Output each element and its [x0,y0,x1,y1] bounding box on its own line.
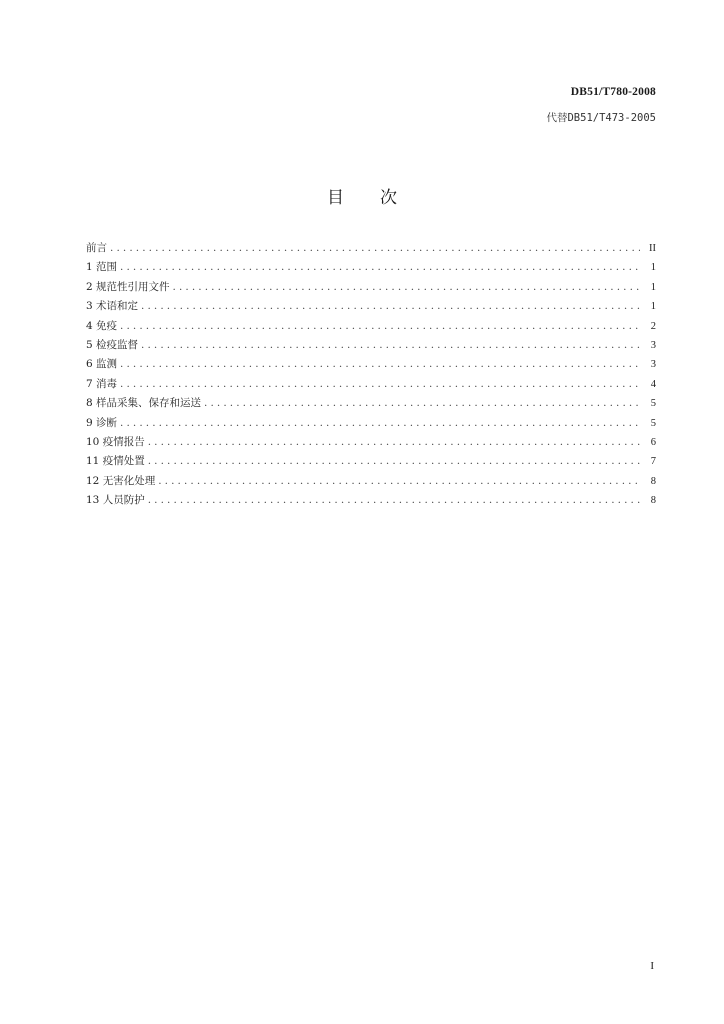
toc-entry-label: 6 监测 [86,358,118,371]
toc-entry-label: 5 检疫监督 [86,338,139,351]
toc-entry-label: 10 疫情报告 [86,435,145,448]
toc-leader-dots [120,375,640,394]
toc-leader-dots [110,239,640,258]
toc-entry-label: 13 人员防护 [86,494,145,507]
toc-leader-dots [120,258,640,277]
toc-leader-dots [141,336,640,355]
toc-entry-page: 6 [650,436,656,448]
table-of-contents [86,239,656,510]
toc-entry-personnel-protection[interactable] [86,491,656,510]
toc-entry-label: 4 免疫 [86,319,118,332]
toc-entry-page: 3 [650,359,656,371]
toc-entry-epidemic-report[interactable] [86,433,656,452]
toc-entry-page: II [649,243,656,254]
toc-leader-dots [120,414,640,433]
toc-entry-page: 8 [650,475,656,487]
toc-leader-dots [173,278,640,297]
toc-entry-epidemic-handling[interactable] [86,452,656,471]
toc-entry-label: 前言 [86,242,107,254]
replaces-standard: 代替DB51/T473-2005 [546,112,656,124]
toc-entry-page: 1 [650,262,656,274]
toc-entry-sampling[interactable] [86,394,656,413]
toc-entry-quarantine-supervision[interactable] [86,336,656,355]
toc-entry-page: 5 [650,398,656,410]
toc-entry-immunization[interactable] [86,317,656,336]
page-title: 目次 [327,188,433,208]
toc-entry-disinfection[interactable] [86,375,656,394]
toc-entry-normative-references[interactable] [86,278,656,297]
toc-entry-terms[interactable] [86,297,656,316]
toc-entry-diagnosis[interactable] [86,414,656,433]
toc-entry-label: 8 样品采集、保存和运送 [86,397,202,410]
toc-entry-label: 1 范围 [86,261,118,274]
toc-entry-label: 3 术语和定 [86,300,139,313]
toc-entry-label: 7 消毒 [86,377,118,390]
toc-entry-label: 9 诊断 [86,416,118,429]
toc-leader-dots [204,394,640,413]
toc-entry-page: 7 [650,456,656,468]
toc-entry-page: 3 [650,339,656,351]
toc-leader-dots [120,355,640,374]
toc-entry-page: 2 [650,320,656,332]
toc-entry-page: 1 [650,281,656,293]
toc-leader-dots [141,297,640,316]
toc-entry-label: 12 无害化处理 [86,474,156,487]
toc-entry-page: 4 [650,378,656,390]
toc-leader-dots [148,491,640,510]
toc-entry-monitoring[interactable] [86,355,656,374]
toc-entry-label: 2 规范性引用文件 [86,280,170,293]
standard-code: DB51/T780-2008 [570,86,656,98]
toc-leader-dots [148,433,640,452]
toc-entry-page: 8 [650,495,656,507]
toc-leader-dots [158,472,640,491]
toc-leader-dots [120,317,640,336]
toc-leader-dots [148,452,640,471]
toc-entry-harmless-treatment[interactable] [86,472,656,491]
toc-entry-page: 1 [650,301,656,313]
toc-entry-scope[interactable] [86,258,656,277]
toc-entry-foreword[interactable] [86,239,656,258]
page-number: I [650,960,654,972]
toc-entry-page: 5 [650,417,656,429]
toc-entry-label: 11 疫情处置 [86,455,145,468]
